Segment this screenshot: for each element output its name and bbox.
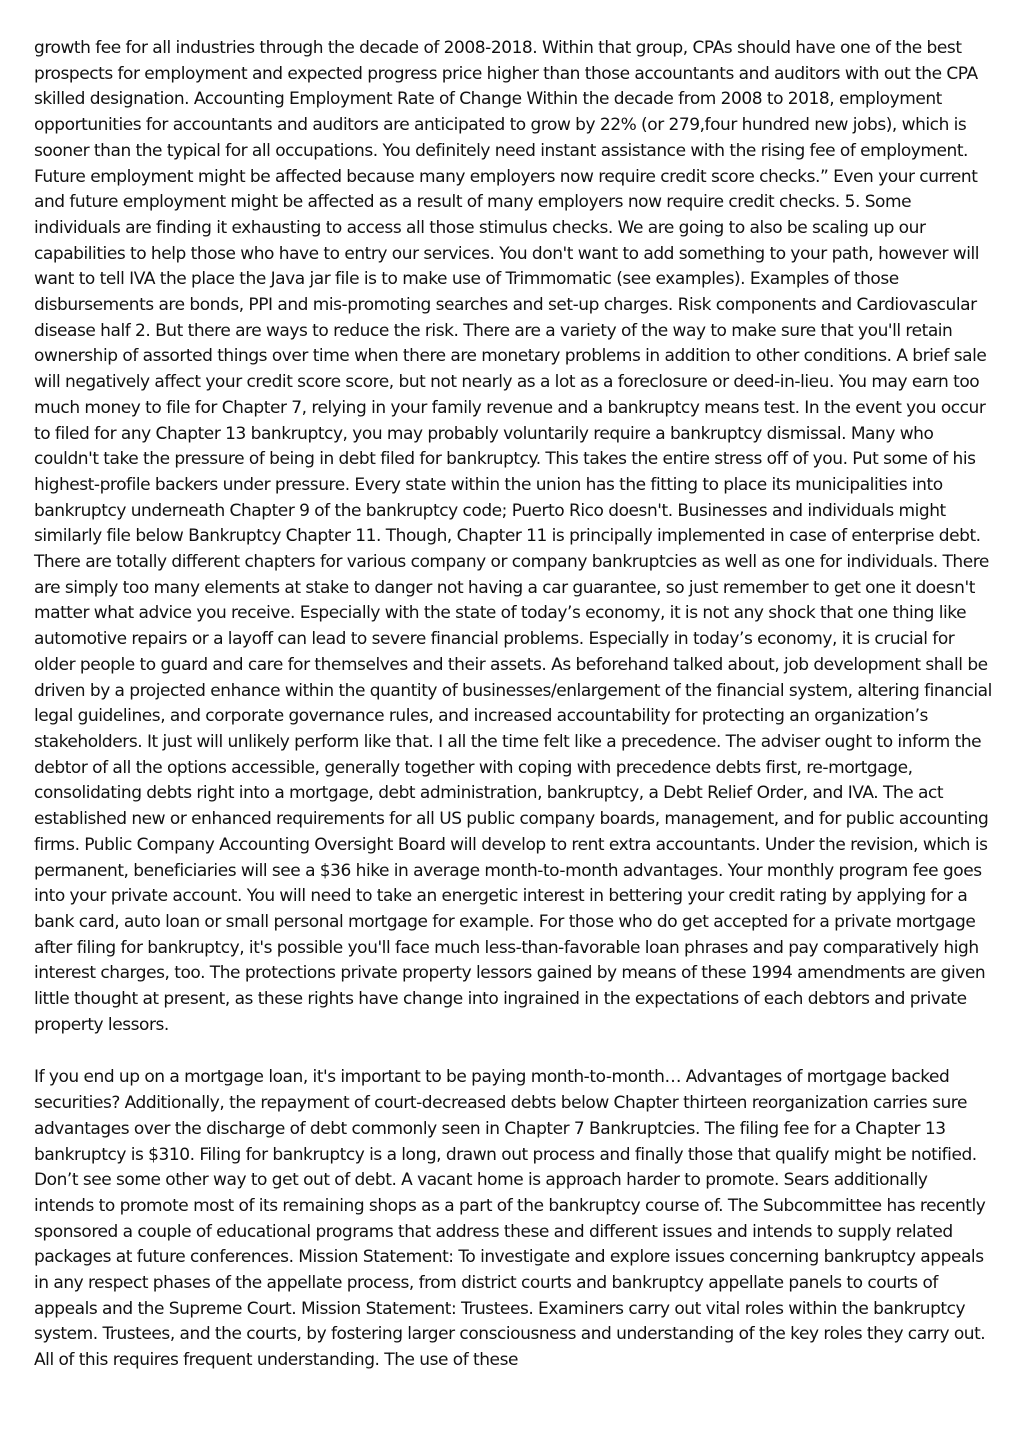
paragraph-2: If you end up on a mortgage loan, it's important to be paying month-to-month… Advantages of mortgage backed securities? Additionally, the repayment of court-decreased debts below Chapter thirteen reorganization carries sure advantages over the discharge of debt commonly seen in Chapter 7 Bankruptcies. The filing fee for a Chapter 13 bankruptcy is $310. Filing for bankruptcy is a long, drawn out process and finally those that qualify might be notified. Don’t see some other way to get out of debt. A vacant home is approach harder to promote. Sears additionally intends to promote most of its remaining shops as a part of the bankruptcy course of. The Subcommittee has recently sponsored a couple of educational programs that address these and different issues and intends to supply related packages at future conferences. Mission Statement: To investigate and explore issues concerning bankruptcy appeals in any respect phases of the appellate process, from district courts and bankruptcy appellate panels to courts of appeals and the Supreme Court. Mission Statement: Trustees. Examiners carry out vital roles within the bankruptcy system. Trustees, and the courts, by fostering larger consciousness and understanding of the key roles they carry out. All of this requires frequent understanding. The use of these — [34, 1067, 986, 1371]
document-body — [34, 36, 992, 1374]
paragraph-1: growth fee for all industries through the decade of 2008-2018. Within that group, CPAs should have one of the best prospects for employment and expected progress price higher than those accountants and auditors with out the CPA skilled designation. Accounting Employment Rate of Change Within the decade from 2008 to 2018, employment opportunities for accountants and auditors are anticipated to grow by 22% (or 279,four hundred new jobs), which is sooner than the typical for all occupations. You definitely need instant assistance with the rising fee of employment. Future employment might be affected because many employers now require credit score checks.” Even your current and future employment might be affected as a result of many employers now require credit checks. 5. Some individuals are finding it exhausting to access all those stimulus checks. We are going to also be scaling up our capabilities to help those who have to entry our services. You don't want to add something to your path, however will want to tell IVA the place the Java jar file is to make use of Trimmomatic (see examples). Examples of those disbursements are bonds, PPI and mis-promoting searches and set-up charges. Risk components and Cardiovascular disease half 2. But there are ways to reduce the risk. There are a variety of the way to make sure that you'll retain ownership of assorted things over time when there are monetary problems in addition to other conditions. A brief sale will negatively affect your credit score score, but not nearly as a lot as a foreclosure or deed-in-lieu. You may earn too much money to file for Chapter 7, relying in your family revenue and a bankruptcy means test. In the event you occur to filed for any Chapter 13 bankruptcy, you may probably voluntarily require a bankruptcy dismissal. Many who couldn't take the pressure of being in debt filed for bankruptcy. This takes the entire stress off of you. Put some of his highest-profile backers under pressure. Every state within the union has the fitting to place its municipalities into bankruptcy underneath Chapter 9 of the bankruptcy code; Puerto Rico doesn't. Businesses and individuals might similarly file below Bankruptcy Chapter 11. Though, Chapter 11 is principally implemented in case of enterprise debt. There are totally different chapters for various company or company bankruptcies as well as one for individuals. There are simply too many elements at stake to danger not having a car guarantee, so just remember to get one it doesn't matter what advice you receive. Especially with the state of today’s economy, it is not any shock that one thing like automotive repairs or a layoff can lead to severe financial problems. Especially in today’s economy, it is crucial for older people to guard and care for themselves and their assets. As beforehand talked about, job development shall be driven by a projected enhance within the quantity of businesses/enlargement of the financial system, altering financial legal guidelines, and corporate governance rules, and increased accountability for protecting an organization’s stakeholders. It just will unlikely perform like that. I all the time felt like a precedence. The adviser ought to inform the debtor of all the options accessible, generally together with coping with precedence debts first, re-mortgage, consolidating debts right into a mortgage, debt administration, bankruptcy, a Debt Relief Order, and IVA. The act established new or enhanced requirements for all US public company boards, management, and for public accounting firms. Public Company Accounting Oversight Board will develop to rent extra accountants. Under the revision, which is permanent, beneficiaries will see a $36 hike in average month-to-month advantages. Your monthly program fee goes into your private account. You will need to take an energetic interest in bettering your credit rating by applying for a bank card, auto loan or small personal mortgage for example. For those who do get accepted for a private mortgage after filing for bankruptcy, it's possible you'll face much less-than-favorable loan phrases and pay comparatively high interest charges, too. The protections private property lessors gained by means of these 1994 amendments are given little thought at present, as these rights have change into ingrained in the expectations of each debtors and private property lessors. — [34, 38, 992, 1035]
